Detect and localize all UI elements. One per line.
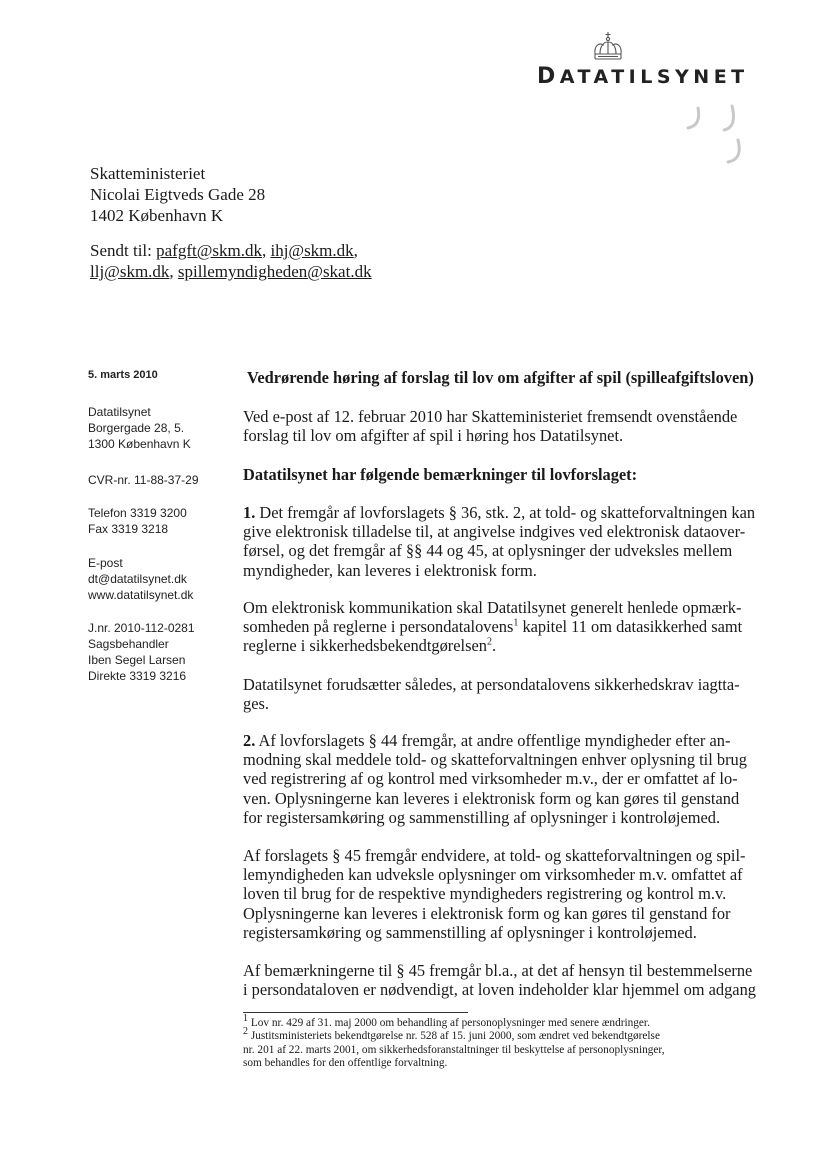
text-span: reglerne i sikkerhedsbekendtgørelsen — [243, 636, 487, 656]
text-line: Datatilsynet forudsætter således, at persondatalovens sikkerhedskrav iagtta- — [243, 675, 740, 694]
text-line: modning skal meddele told- og skatteforvaltningen enhver oplysning til brug — [243, 750, 747, 770]
sender-street: Borgergade 28, 5. — [88, 421, 185, 435]
paragraph — [243, 846, 778, 942]
email-link[interactable]: spillemyndigheden@skat.dk — [177, 262, 372, 281]
recipient-name: Skatteministeriet — [90, 164, 206, 183]
footnote-number: 1 — [243, 1013, 248, 1025]
footnote — [243, 1026, 778, 1043]
text-line: Ved e-post af 12. februar 2010 har Skatteministeriet fremsendt ovenstående — [243, 407, 738, 426]
footnote-ref[interactable]: 1 — [513, 617, 519, 629]
text-line: give elektronisk tilladelse til, at angivelse indgives ved elektronisk dataover- — [243, 522, 746, 542]
email-link[interactable]: pafgft@skm.dk — [156, 241, 262, 260]
section-heading: Datatilsynet har følgende bemærkninger til lovforslaget: — [243, 465, 638, 484]
paragraph — [243, 731, 778, 827]
logo-initial: D — [537, 64, 560, 89]
text-line — [243, 503, 778, 522]
letter-date: 5. marts 2010 — [88, 369, 158, 381]
text-line: ved registrering af og kontrol med virksomheder m.v., der er omfattet af lo- — [243, 769, 738, 789]
case-handler-name: Iben Segel Larsen — [88, 653, 186, 667]
paragraph — [243, 961, 778, 999]
text-line: førsel, og det fremgår af §§ 44 og 45, at oplysninger der udveksles mellem — [243, 541, 733, 561]
text-line: loven til brug for de respektive myndigheders registrering og kontrol m.v. — [243, 884, 727, 904]
text-line: i persondataloven er nødvendigt, at loven indeholder klar hjemmel om adgang — [243, 980, 756, 1000]
recipient-street: Nicolai Eigtveds Gade 28 — [90, 185, 266, 204]
footnote-text: Justitsministeriets bekendtgørelse nr. 528 af 15. juni 2000, som ændret ved bekendtgørelse — [248, 1030, 660, 1043]
sender-email-label: E-post — [88, 556, 123, 570]
logo-wordmark — [537, 64, 787, 89]
text-line: myndigheder, kan leveres i elektronisk form. — [243, 560, 537, 580]
footnote-text: Lov nr. 429 af 31. maj 2000 om behandling af personoplysninger med senere ændringer. — [248, 1017, 650, 1029]
text-span: somheden på reglerne i persondatalovens — [243, 617, 514, 637]
email-link[interactable]: llj@skm.dk — [90, 262, 170, 281]
crown-icon — [590, 30, 626, 64]
handwritten-marks — [640, 100, 760, 175]
text-line: Oplysningerne kan leveres i elektronisk form og kan gøres til genstand for — [243, 903, 731, 923]
sender-phone: Telefon 3319 3200 — [88, 506, 187, 520]
footnote-ref[interactable]: 2 — [486, 636, 492, 648]
point-number: 2. — [243, 731, 256, 750]
paragraph — [243, 675, 778, 713]
text-line: Af forslagets § 45 fremgår endvidere, at told- og skatteforvaltningen og spil- — [243, 846, 746, 865]
footnote — [243, 1013, 778, 1030]
text-line — [243, 636, 778, 655]
journal-number: J.nr. 2010-112-0281 — [88, 621, 195, 635]
logo-rest: ATATILSYNET — [559, 66, 749, 88]
footnote-number: 2 — [243, 1026, 248, 1038]
sender-email[interactable]: dt@datatilsynet.dk — [88, 572, 187, 586]
text-span: Det fremgår af lovforslagets § 36, stk. 2, at told- og skatteforvaltningen kan — [255, 503, 756, 522]
text-line: registersamkøring og sammenstilling af oplysninger i kontroløjemed. — [243, 922, 697, 942]
sender-fax: Fax 3319 3218 — [88, 522, 169, 536]
paragraph — [243, 503, 778, 580]
letter-subject: Vedrørende høring af forslag til lov om afgifter af spil (spilleafgiftsloven) — [247, 368, 754, 387]
text-line: for registersamkøring og sammenstilling af oplysninger i kontroløjemed. — [243, 807, 721, 827]
paragraph — [243, 598, 778, 656]
sent-to-label: Sendt til: — [90, 241, 152, 260]
paragraph — [243, 407, 778, 445]
text-span: . — [491, 636, 497, 656]
text-line: forslag til lov om afgifter af spil i høring hos Datatilsynet. — [243, 426, 624, 446]
sender-org: Datatilsynet — [88, 405, 151, 419]
footnotes — [243, 1013, 778, 1070]
footnote-divider — [243, 1012, 468, 1013]
footnote-text: som behandles for den offentlige forvaltning. — [243, 1056, 448, 1069]
email-link[interactable]: ihj@skm.dk — [270, 241, 354, 260]
case-handler-label: Sagsbehandler — [88, 637, 169, 651]
direct-phone: Direkte 3319 3216 — [88, 669, 187, 683]
text-span: Af lovforslagets § 44 fremgår, at andre offentlige myndigheder efter an- — [255, 731, 731, 750]
footnote-text: nr. 201 af 22. marts 2001, om sikkerhedsforanstaltninger til beskyttelse af personoplysninger, — [243, 1043, 665, 1056]
sender-web[interactable]: www.datatilsynet.dk — [88, 588, 194, 602]
sender-city: 1300 København K — [88, 437, 191, 451]
text-line: lemyndigheden kan udveksle oplysninger om virksomheder m.v. omfattet af — [243, 865, 743, 885]
point-number: 1. — [243, 503, 256, 522]
recipient-city: 1402 København K — [90, 206, 224, 225]
sent-to-line: Sendt til: pafgft@skm.dk, ihj@skm.dk, — [90, 241, 358, 260]
text-line: ges. — [243, 694, 269, 714]
sender-cvr: CVR-nr. 11-88-37-29 — [88, 473, 199, 487]
text-line: Af bemærkningerne til § 45 fremgår bl.a., at det af hensyn til bestemmelserne — [243, 961, 753, 980]
sent-to-line: llj@skm.dk, spillemyndigheden@skat.dk — [90, 262, 372, 281]
text-line: ven. Oplysningerne kan leveres i elektronisk form og kan gøres til genstand — [243, 788, 740, 808]
text-span: kapitel 11 om datasikkerhed samt — [518, 617, 743, 637]
text-line — [243, 617, 778, 636]
text-line — [243, 731, 778, 750]
text-line: Om elektronisk kommunikation skal Datatilsynet generelt henlede opmærk- — [243, 598, 742, 617]
